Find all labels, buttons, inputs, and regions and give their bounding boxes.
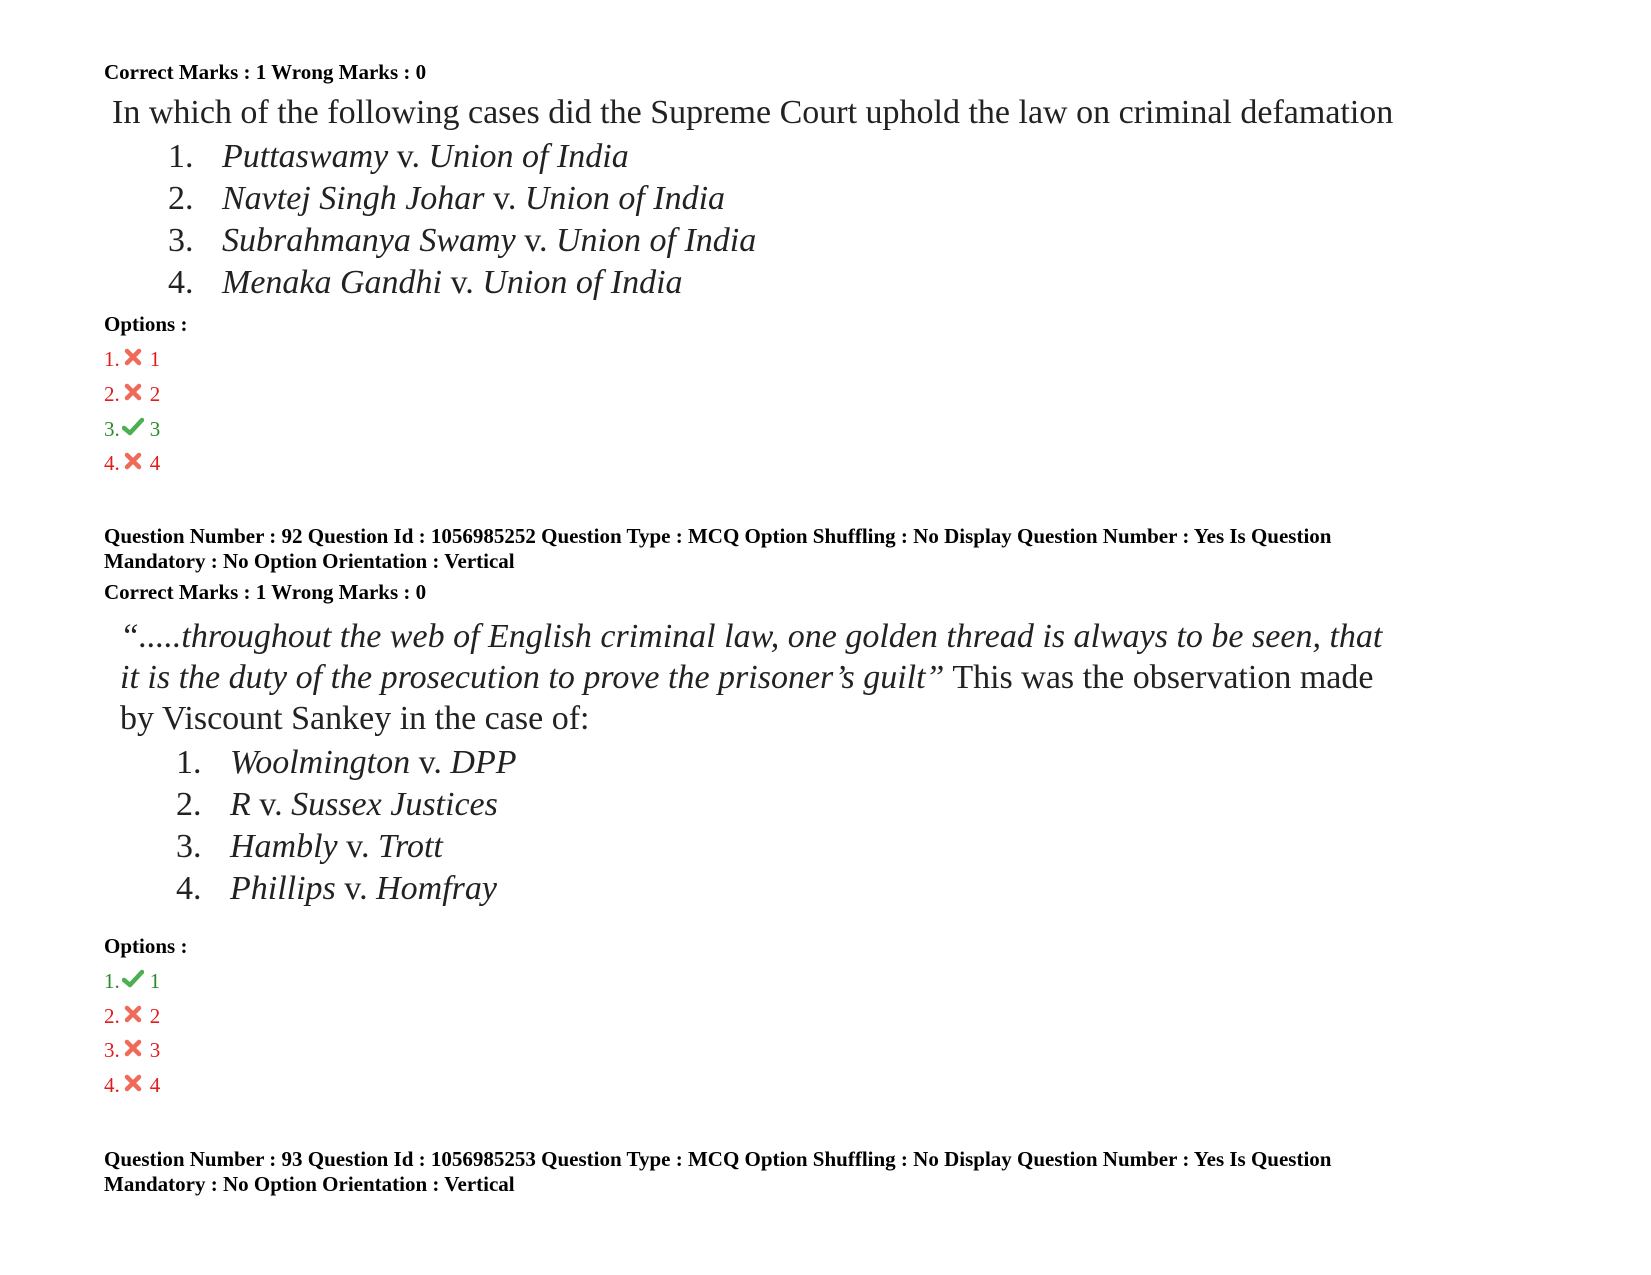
q2-option-1: 1. 1 xyxy=(104,969,161,993)
q1-case-item: 1. Puttaswamy v. Union of India xyxy=(168,138,629,175)
cross-icon xyxy=(122,1038,144,1058)
q2-option-4: 4. 4 xyxy=(104,1073,161,1097)
cross-icon xyxy=(122,1073,144,1093)
q2-meta xyxy=(104,524,1544,574)
q2-marks: Correct Marks : 1 Wrong Marks : 0 xyxy=(104,580,427,604)
cross-icon xyxy=(122,1004,144,1024)
cross-icon xyxy=(122,451,144,471)
q2-stem-text: This was the observation made xyxy=(944,659,1374,696)
check-icon xyxy=(122,417,144,437)
q2-option-3: 3. 3 xyxy=(104,1038,161,1062)
cross-icon xyxy=(122,382,144,402)
q1-option-3: 3. 3 xyxy=(104,417,161,441)
q2-case-item: 3. Hambly v. Trott xyxy=(176,828,443,865)
q2-case-list xyxy=(176,742,516,910)
q2-quote-line: “.....throughout the web of English criminal law, one golden thread is always to be seen, that xyxy=(120,618,1383,655)
cross-icon xyxy=(122,347,144,367)
q1-option-2: 2. 2 xyxy=(104,382,161,406)
q1-option-4: 4. 4 xyxy=(104,451,161,475)
q2-option-2: 2. 2 xyxy=(104,1004,161,1028)
q2-meta-line: Mandatory : No Option Orientation : Vertical xyxy=(104,549,515,573)
q2-question-text xyxy=(120,616,1382,739)
q1-option-1: 1. 1 xyxy=(104,347,161,371)
q1-options-label: Options : xyxy=(104,312,188,336)
q3-meta xyxy=(104,1147,1544,1197)
q3-meta-line: Question Number : 93 Question Id : 1056985253 Question Type : MCQ Option Shuffling : No Display Question Number : Yes Is Question xyxy=(104,1147,1332,1171)
q2-case-item: 2. R v. Sussex Justices xyxy=(176,786,498,823)
q1-case-item: 4. Menaka Gandhi v. Union of India xyxy=(168,264,683,301)
q3-meta-line: Mandatory : No Option Orientation : Vertical xyxy=(104,1172,515,1196)
q1-case-list xyxy=(168,136,756,304)
q2-case-item: 1. Woolmington v. DPP xyxy=(176,744,517,781)
q1-case-item: 3. Subrahmanya Swamy v. Union of India xyxy=(168,222,757,259)
q2-options-label: Options : xyxy=(104,934,188,958)
q1-question-text: In which of the following cases did the Supreme Court uphold the law on criminal defamation xyxy=(112,94,1394,131)
q2-quote-line: it is the duty of the prosecution to prove the prisoner’s guilt” xyxy=(120,659,945,696)
q2-meta-line: Question Number : 92 Question Id : 1056985252 Question Type : MCQ Option Shuffling : No Display Question Number : Yes Is Question xyxy=(104,524,1332,548)
q1-case-item: 2. Navtej Singh Johar v. Union of India xyxy=(168,180,726,217)
check-icon xyxy=(122,969,144,989)
q1-marks: Correct Marks : 1 Wrong Marks : 0 xyxy=(104,60,427,84)
q2-stem-text: by Viscount Sankey in the case of: xyxy=(120,700,590,737)
q2-case-item: 4. Phillips v. Homfray xyxy=(176,870,497,907)
